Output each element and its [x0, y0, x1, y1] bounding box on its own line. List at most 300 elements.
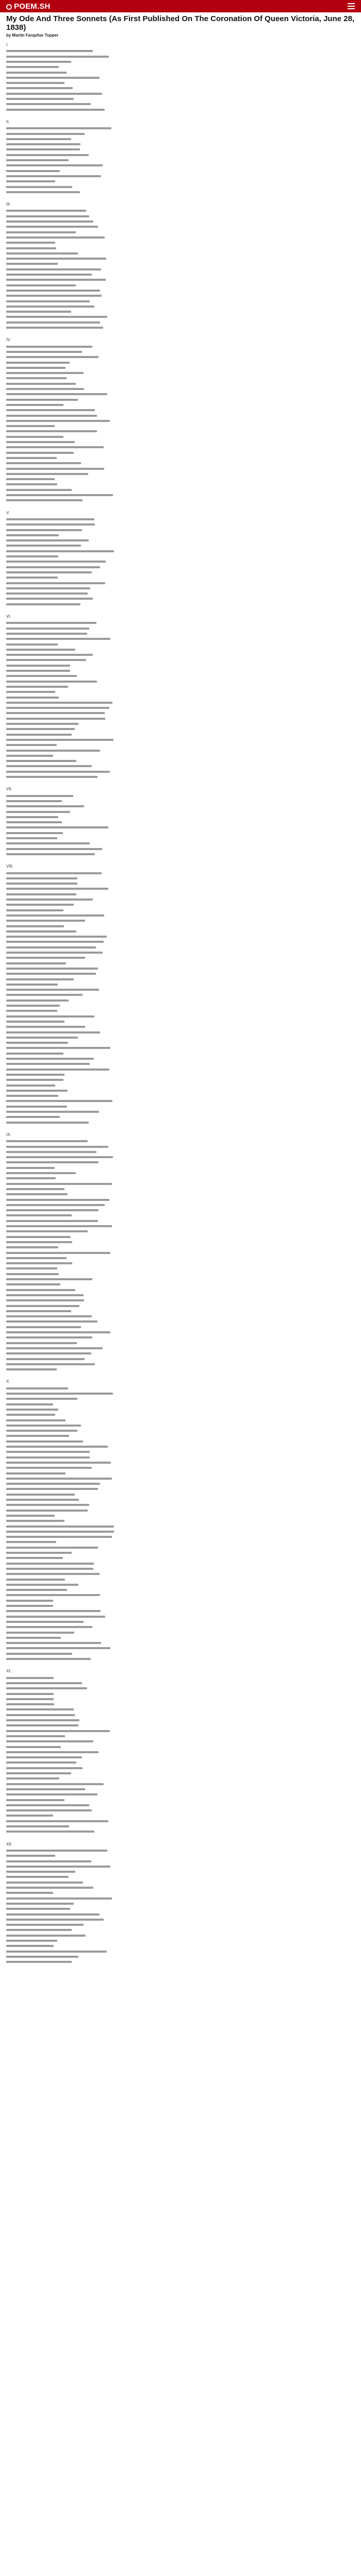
verse-line [6, 1363, 95, 1365]
verse-line [6, 1199, 109, 1201]
verse-line [6, 478, 55, 480]
poem-author-link[interactable]: by Martin Farquhar Tupper [6, 33, 59, 38]
verse-line [6, 1246, 58, 1248]
verse-line [6, 1305, 79, 1307]
verse-line [6, 1499, 79, 1501]
verse-line [6, 1010, 57, 1012]
verse-line [6, 1536, 112, 1538]
verse-line [6, 837, 57, 839]
verse-line [6, 702, 112, 704]
verse-line [6, 1257, 67, 1259]
verse-line [6, 191, 80, 193]
verse-line [6, 1425, 81, 1427]
verse-line [6, 468, 104, 470]
section-numeral: VIII. [6, 864, 14, 869]
verse-line [6, 755, 53, 757]
verse-line [6, 159, 69, 161]
verse-line [6, 362, 70, 364]
verse-line [6, 1777, 59, 1780]
verse-line [6, 1183, 112, 1185]
verse-line [6, 452, 74, 454]
logo-circle-icon [6, 4, 12, 10]
verse-line [6, 1398, 77, 1400]
verse-line [6, 274, 92, 276]
poem-body [6, 42, 355, 2576]
verse-line [6, 1005, 60, 1007]
verse-line [6, 72, 67, 74]
section-numeral: II. [6, 119, 10, 124]
verse-line [6, 1573, 100, 1575]
verse-line [6, 1903, 74, 1905]
verse-line [6, 1352, 91, 1354]
section-numeral: IX. [6, 1132, 11, 1137]
verse-line [6, 686, 68, 688]
verse-line [6, 180, 55, 182]
verse-line [6, 1037, 78, 1039]
verse-line [6, 1579, 65, 1581]
verse-line [6, 473, 88, 475]
verse-line [6, 127, 111, 129]
verse-line [6, 989, 99, 991]
verse-line [6, 1095, 58, 1097]
verse-line [6, 1730, 110, 1732]
verse-line [6, 1225, 112, 1227]
verse-line [6, 93, 102, 95]
verse-line [6, 1021, 64, 1023]
verse-line [6, 1600, 53, 1602]
verse-line [6, 1278, 92, 1280]
verse-line [6, 1510, 88, 1512]
verse-line [6, 1621, 84, 1623]
verse-line [6, 1871, 75, 1873]
verse-line [6, 56, 109, 58]
verse-line [6, 1047, 110, 1049]
verse-line [6, 186, 72, 188]
verse-line [6, 1860, 91, 1862]
verse-line [6, 1724, 78, 1726]
verse-line [6, 1177, 56, 1179]
verse-line [6, 66, 59, 68]
verse-line [6, 877, 77, 879]
verse-line [6, 811, 70, 813]
verse-line [6, 1677, 54, 1679]
verse-line [6, 430, 97, 432]
verse-line [6, 1951, 107, 1953]
verse-line [6, 1584, 78, 1586]
verse-line [6, 1919, 104, 1921]
verse-line [6, 1294, 84, 1296]
verse-line [6, 1446, 108, 1448]
verse-line [6, 795, 73, 797]
verse-line [6, 143, 80, 145]
verse-line [6, 103, 91, 105]
verse-line [6, 1042, 68, 1044]
verse-line [6, 561, 106, 563]
verse-line [6, 1594, 100, 1596]
verse-line [6, 1472, 65, 1475]
verse-line [6, 1140, 88, 1142]
verse-line [6, 805, 84, 807]
verse-line [6, 1467, 92, 1469]
verse-line [6, 1331, 110, 1333]
verse-line [6, 1430, 77, 1432]
verse-line [6, 1746, 61, 1748]
verse-line [6, 633, 87, 635]
verse-line [6, 1074, 64, 1076]
verse-line [6, 1831, 94, 1833]
verse-line [6, 268, 101, 270]
section-numeral: I. [6, 42, 9, 47]
verse-line [6, 603, 80, 605]
verse-line [6, 1220, 98, 1222]
verse-line [6, 1100, 112, 1102]
verse-line [6, 1563, 94, 1565]
verse-line [6, 1090, 68, 1092]
verse-line [6, 258, 106, 260]
verse-line [6, 670, 70, 672]
verse-line [6, 1866, 110, 1868]
verse-line [6, 654, 93, 656]
verse-line [6, 1387, 68, 1389]
verse-line [6, 566, 100, 568]
verse-line [6, 957, 85, 959]
site-logo-link[interactable] [6, 2, 51, 11]
verse-line [6, 148, 80, 150]
verse-line [6, 1557, 63, 1559]
verse-line [6, 691, 55, 693]
verse-line [6, 1063, 90, 1065]
verse-line [6, 1026, 85, 1028]
verse-line [6, 1887, 93, 1889]
verse-line [6, 1106, 67, 1108]
verse-line [6, 909, 63, 911]
verse-line [6, 399, 78, 401]
verse-line [6, 1058, 94, 1060]
verse-line [6, 415, 97, 417]
verse-line [6, 1151, 96, 1153]
verse-line [6, 1236, 71, 1238]
verse-line [6, 1358, 85, 1360]
verse-line [6, 462, 81, 464]
verse-line [6, 393, 107, 395]
verse-line [6, 1283, 60, 1285]
verse-line [6, 367, 65, 369]
verse-line [6, 1289, 75, 1291]
verse-line [6, 1547, 98, 1549]
verse-line [6, 404, 63, 406]
verse-line [6, 1494, 75, 1496]
verse-line [6, 1892, 53, 1894]
verse-line [6, 776, 97, 778]
verse-line [6, 1230, 88, 1232]
verse-line [6, 638, 110, 640]
verse-line [6, 446, 104, 448]
verse-line [6, 718, 105, 720]
section-numeral: VI. [6, 614, 11, 619]
verse-line [6, 377, 67, 379]
verse-line [6, 1526, 114, 1528]
verse-line [6, 1031, 100, 1033]
verse-line [6, 883, 77, 885]
verse-line [6, 1483, 100, 1485]
verse-line [6, 539, 89, 541]
verse-line [6, 1419, 65, 1421]
verse-line [6, 1820, 108, 1822]
verse-line [6, 744, 57, 746]
verse-line [6, 842, 90, 844]
verse-line [6, 888, 108, 890]
section-numeral: V. [6, 510, 10, 515]
verse-line [6, 1735, 65, 1737]
verse-line [6, 643, 58, 646]
verse-line [6, 1069, 109, 1071]
verse-line [6, 946, 96, 948]
verse-line [6, 61, 71, 63]
verse-line [6, 675, 77, 677]
verse-line [6, 1241, 72, 1243]
verse-line [6, 1642, 101, 1644]
verse-line [6, 659, 86, 661]
verse-line [6, 920, 85, 922]
verse-line [6, 771, 110, 773]
verse-line [6, 545, 81, 547]
verse-line [6, 941, 104, 943]
verse-line [6, 1531, 114, 1533]
verse-line [6, 295, 102, 297]
verse-line [6, 489, 72, 491]
verse-line [6, 356, 99, 358]
verse-line [6, 872, 102, 874]
verse-line [6, 300, 90, 302]
verse-line [6, 98, 74, 100]
verse-line [6, 1897, 112, 1900]
verse-line [6, 1172, 76, 1174]
verse-line [6, 372, 84, 374]
verse-line [6, 1687, 87, 1689]
verse-line [6, 1252, 110, 1254]
verse-line [6, 750, 100, 752]
verse-line [6, 311, 71, 313]
verse-line [6, 1167, 55, 1169]
verse-line [6, 1924, 84, 1926]
verse-line [6, 1626, 92, 1628]
verse-line [6, 1053, 63, 1055]
verse-line [6, 164, 103, 166]
verse-line [6, 247, 56, 249]
verse-line [6, 723, 78, 725]
verse-line [6, 936, 107, 938]
verse-line [6, 518, 94, 520]
verse-line [6, 1209, 99, 1211]
verse-line [6, 550, 114, 552]
verse-line [6, 138, 71, 140]
verse-line [6, 994, 83, 996]
verse-line [6, 1079, 63, 1081]
verse-line [6, 1908, 70, 1910]
verse-line [6, 499, 83, 501]
verse-line [6, 622, 96, 624]
verse-line [6, 441, 75, 443]
verse-line [6, 1336, 92, 1338]
verse-line [6, 1568, 93, 1570]
verse-line [6, 1714, 75, 1716]
verse-line [6, 592, 88, 595]
verse-line [6, 1740, 93, 1742]
verse-line [6, 582, 105, 584]
verse-line [6, 1403, 53, 1405]
verse-line [6, 571, 92, 573]
verse-line [6, 826, 108, 828]
verse-line [6, 832, 63, 834]
verse-line [6, 1961, 72, 1963]
verse-line [6, 1111, 99, 1113]
logo-text: POEM.SH [14, 2, 51, 11]
verse-line [6, 681, 97, 683]
verse-line [6, 290, 100, 292]
verse-line [6, 109, 105, 111]
section-numeral: IV. [6, 337, 11, 343]
verse-line [6, 1815, 53, 1817]
verse-line [6, 231, 76, 233]
verse-line [6, 236, 105, 239]
verse-line [6, 1647, 110, 1649]
verse-line [6, 555, 58, 557]
verse-line [6, 534, 59, 536]
verse-line [6, 1809, 92, 1811]
verse-line [6, 577, 58, 579]
hamburger-menu-icon[interactable] [348, 3, 355, 9]
verse-line [6, 853, 95, 855]
section-numeral: XII. [6, 1841, 13, 1846]
verse-line [6, 1156, 113, 1158]
verse-line [6, 1488, 98, 1490]
verse-line [6, 1783, 104, 1785]
verse-line [6, 1825, 69, 1827]
verse-line [6, 321, 100, 324]
section-numeral: III. [6, 202, 11, 207]
verse-line [6, 1462, 111, 1464]
verse-line [6, 1793, 97, 1795]
verse-line [6, 962, 66, 964]
verse-line [6, 316, 107, 318]
verse-line [6, 1146, 108, 1148]
verse-line [6, 1368, 57, 1370]
verse-line [6, 1204, 105, 1206]
verse-line [6, 346, 92, 348]
verse-line [6, 175, 101, 177]
verse-line [6, 1299, 84, 1301]
verse-line [6, 1788, 85, 1790]
verse-line [6, 425, 55, 427]
verse-line [6, 1876, 69, 1878]
verse-line [6, 383, 76, 385]
verse-line [6, 1929, 72, 1931]
verse-line [6, 712, 105, 714]
verse-line [6, 1161, 99, 1163]
verse-line [6, 252, 78, 255]
verse-line [6, 1116, 60, 1118]
verse-line [6, 1326, 81, 1328]
verse-line [6, 1409, 58, 1411]
verse-line [6, 409, 95, 411]
verse-line [6, 483, 57, 485]
verse-line [6, 263, 58, 265]
verse-line [6, 82, 64, 84]
verse-line [6, 914, 104, 917]
verse-line [6, 1193, 68, 1195]
section-numeral: VII. [6, 787, 13, 792]
verse-line [6, 1850, 107, 1852]
verse-line [6, 1693, 54, 1695]
verse-line [6, 848, 102, 850]
verse-line [6, 1456, 90, 1459]
verse-line [6, 133, 85, 135]
verse-line [6, 1393, 113, 1395]
verse-line [6, 968, 98, 970]
verse-line [6, 436, 63, 438]
verse-line [6, 1015, 94, 1018]
verse-line [6, 1310, 71, 1312]
verse-line [6, 925, 64, 927]
verse-line [6, 1451, 90, 1453]
verse-line [6, 1855, 55, 1857]
verse-line [6, 1945, 54, 1947]
verse-line [6, 1520, 64, 1522]
verse-line [6, 1616, 105, 1618]
verse-line [6, 494, 113, 496]
verse-line [6, 649, 75, 651]
verse-line [6, 952, 103, 954]
verse-line [6, 1262, 72, 1264]
verse-line [6, 1605, 53, 1607]
verse-line [6, 1541, 56, 1543]
verse-line [6, 1767, 83, 1769]
verse-line [6, 665, 70, 667]
verse-line [6, 215, 89, 217]
verse-line [6, 1772, 71, 1774]
verse-line [6, 816, 58, 818]
verse-line [6, 973, 96, 975]
verse-line [6, 800, 62, 802]
verse-line [6, 1956, 78, 1958]
verse-line [6, 739, 113, 741]
verse-line [6, 899, 93, 901]
verse-line [6, 388, 84, 390]
verse-line [6, 1882, 83, 1884]
top-bar [0, 0, 361, 12]
verse-line [6, 170, 60, 172]
verse-line [6, 1504, 89, 1506]
verse-line [6, 1478, 112, 1480]
verse-line [6, 1188, 64, 1190]
verse-line [6, 999, 69, 1002]
verse-line [6, 1799, 64, 1801]
verse-line [6, 697, 59, 699]
verse-line [6, 1913, 100, 1916]
verse-line [6, 628, 89, 630]
verse-line [6, 707, 109, 709]
verse-line [6, 904, 74, 906]
verse-line [6, 1698, 54, 1700]
verse-line [6, 1940, 57, 1942]
verse-line [6, 1703, 54, 1705]
verse-line [6, 1653, 72, 1655]
verse-line [6, 351, 82, 353]
verse-line [6, 327, 103, 329]
verse-line [6, 978, 74, 980]
verse-line [6, 893, 76, 895]
verse-line [6, 1719, 79, 1721]
